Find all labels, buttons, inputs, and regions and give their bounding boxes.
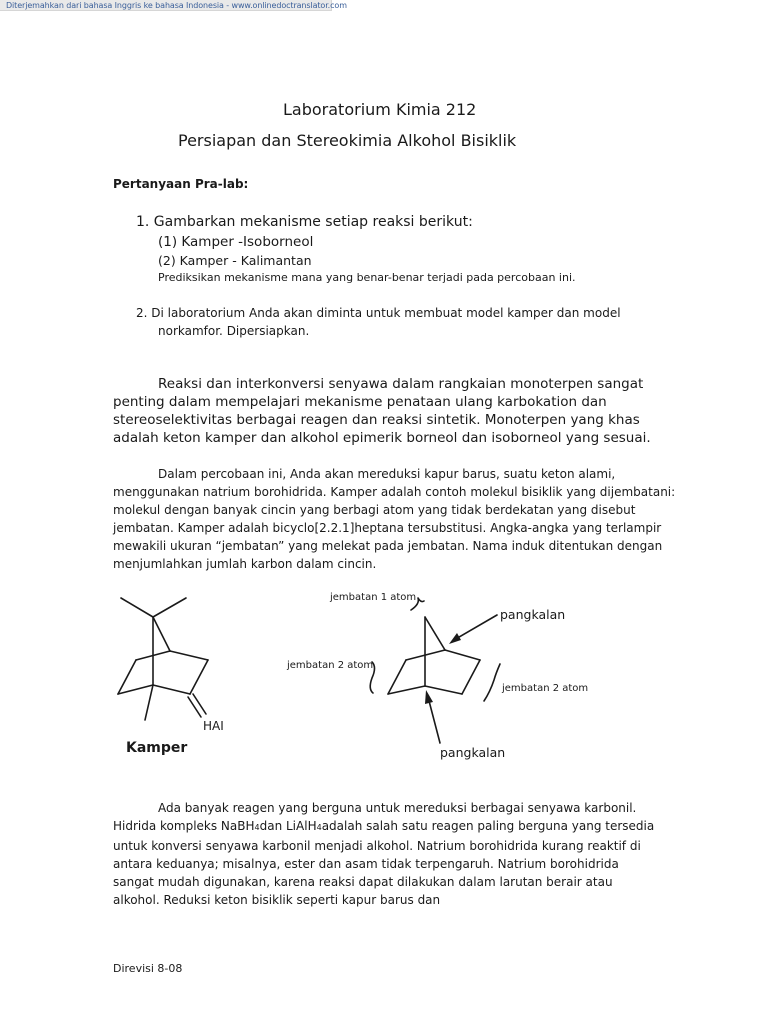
question-1-note: Prediksikan mekanisme mana yang benar-benar terjadi pada percobaan ini. [158,271,576,284]
paragraph-line: stereoselektivitas berbagai reagen dan reaksi sintetik. Monoterpen yang khas [113,412,640,428]
bridgehead-bottom-label: pangkalan [440,745,506,760]
bridge-2-atom-right-label: jembatan 2 atom [502,683,589,694]
paragraph-line: Dalam percobaan ini, Anda akan mereduksi kapur barus, suatu keton alami, [158,467,616,481]
paragraph-line: mewakili ukuran “jembatan” yang melekat pada jembatan. Nama induk ditentukan dengan [113,539,663,553]
paragraph-reagents [113,799,654,909]
bridgehead-top-label: pangkalan [500,607,566,622]
revision-footer: Direvisi 8-08 [113,962,183,975]
paragraph-line: molekul dengan banyak cincin yang berbagi atom yang tidak berdekatan yang disebut [113,503,636,517]
prelab-heading: Pertanyaan Pra-lab: [113,177,249,191]
paragraph-line: adalah keton kamper dan alkohol epimerik borneol dan isoborneol yang sesuai. [113,430,651,446]
paragraph-line: Reaksi dan interkonversi senyawa dalam rangkaian monoterpen sangat [158,376,644,392]
paragraph-line: penting dalam mempelajari mekanisme penataan ulang karbokation dan [113,394,607,410]
paragraph-line: alkohol. Reduksi keton bisiklik seperti kapur barus dan [113,893,441,907]
bridge-2-atom-left-label: jembatan 2 atom [287,660,374,671]
bridge-1-atom-label: jembatan 1 atom [330,592,417,603]
paragraph-line: menggunakan natrium borohidrida. Kamper adalah contoh molekul bisiklik yang dijembatani: [113,485,676,499]
question-2-line-2: norkamfor. Dipersiapkan. [158,324,310,338]
translator-banner-text[interactable]: Diterjemahkan dari bahasa Inggris ke bahasa Indonesia - www.onlinedoctranslator.com [6,0,347,10]
question-1-item-1: (1) Kamper -Isoborneol [158,234,314,250]
camphor-label: Kamper [126,740,188,756]
paragraph-line: untuk konversi senyawa karbonil menjadi alkohol. Natrium borohidrida kurang reaktif di [113,839,641,853]
paragraph-line: Hidrida kompleks NaBH4dan LiAlH4adalah salah satu reagen paling berguna yang tersedia [113,819,655,833]
question-2-line-1: 2. Di laboratorium Anda akan diminta untuk membuat model kamper dan model [136,306,621,320]
question-1-item-2: (2) Kamper - Kalimantan [158,253,312,268]
paragraph-line: Ada banyak reagen yang berguna untuk mereduksi berbagai senyawa karbonil. [158,801,637,815]
question-1: 1. Gambarkan mekanisme setiap reaksi berikut: [136,214,473,230]
paragraph-line: sangat mudah digunakan, karena reaksi dapat dilakukan dalam larutan berair atau [113,875,613,889]
paragraph-line: menjumlahkan jumlah karbon dalam cincin. [113,557,377,571]
paragraph-line: jembatan. Kamper adalah bicyclo[2.2.1]heptana tersubstitusi. Angka-angka yang terlampir [113,521,662,535]
page-title: Laboratorium Kimia 212 [283,100,477,119]
oxygen-label: HAI [203,719,224,733]
paragraph-line: antara keduanya; misalnya, ester dan asam tidak terpengaruh. Natrium borohidrida [113,857,619,871]
page-subtitle: Persiapan dan Stereokimia Alkohol Bisiklik [178,131,517,150]
